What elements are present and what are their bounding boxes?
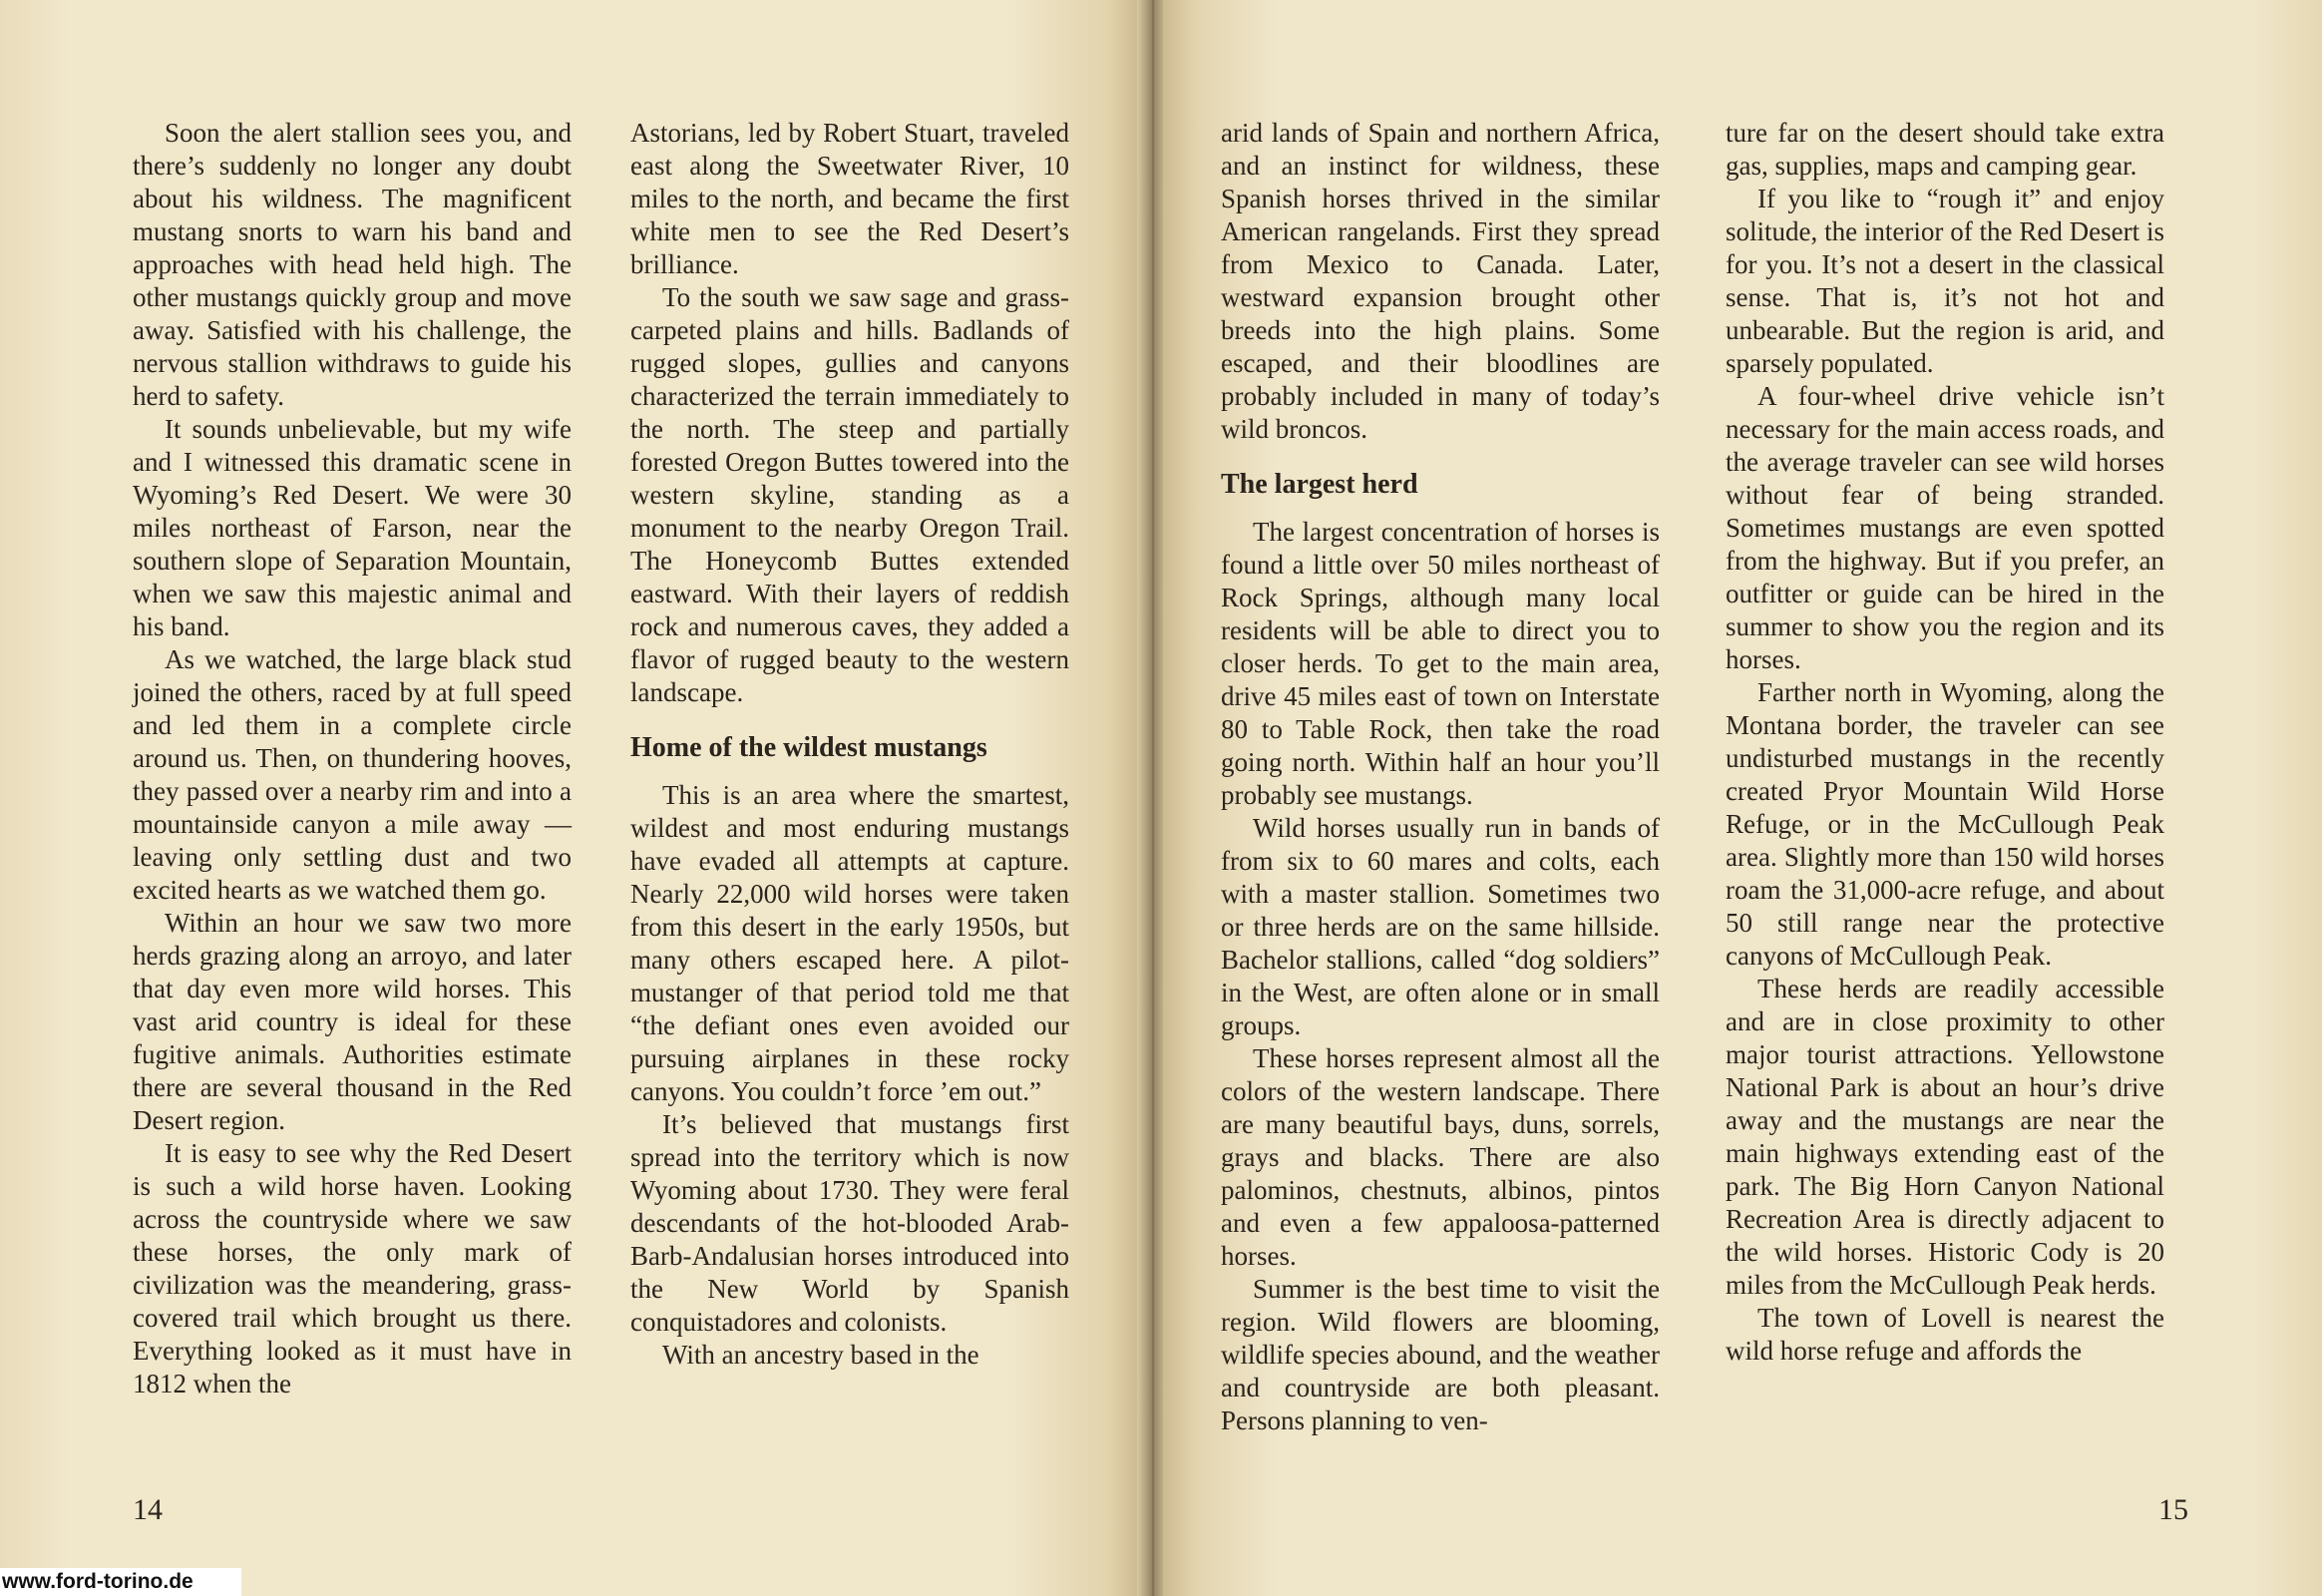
paragraph: If you like to “rough it” and enjoy solitude, the interior of the Red Desert is for you. It’s not a desert in the classical sense. That is, it’s not hot and unbearable. But the region is arid, and sparsely populated. [1726,184,2164,378]
paragraph: arid lands of Spain and northern Africa, and an instinct for wildness, these Spanish horses thrived in the similar American rangelands. First they spread from Mexico to Canada. Later, westward expansion brought other breeds into the high plains. Some escaped, and their bloodlines are probably included in many of today’s wild broncos. [1221,118,1660,444]
paragraph: Wild horses usually run in bands of from six to 60 mares and colts, each with a master stallion. Sometimes two or three herds are on the same hillside. Bachelor stallions, called “dog soldiers” in the West, are often alone or in small groups. [1221,813,1660,1040]
paragraph: It is easy to see why the Red Desert is such a wild horse haven. Looking across the countryside where we saw these horses, the only mark of civilization was the meandering, grass-covered trail which brought us there. Everything looked as it must have in 1812 when the [133,1138,572,1398]
right-page [1163,0,2322,1596]
paragraph: Astorians, led by Robert Stuart, traveled east along the Sweetwater River, 10 miles to the north, and became the first white men to see the Red Desert’s brilliance. [630,118,1069,279]
paragraph: Summer is the best time to visit the region. Wild flowers are blooming, wildlife species abound, and the weather and countryside are both pleasant. Persons planning to ven- [1221,1274,1660,1435]
column-1 [133,117,572,1400]
paragraph: It sounds unbelievable, but my wife and I witnessed this dramatic scene in Wyoming’s Red Desert. We were 30 miles northeast of Farson, near the southern slope of Separation Mountain, when we saw this majestic animal and his band. [133,414,572,641]
paragraph: It’s believed that mustangs first spread into the territory which is now Wyoming about 1730. They were feral descendants of the hot-blooded Arab-Barb-Andalusian horses introduced into the New World by Spanish conquistadores and colonists. [630,1109,1069,1337]
section-heading: The largest herd [1221,469,1418,500]
column-4 [1726,117,2164,1368]
watermark: www.ford-torino.de [0,1568,241,1596]
paragraph: With an ancestry based in the [662,1340,979,1370]
section-heading: Home of the wildest mustangs [630,732,987,763]
paragraph: ture far on the desert should take extra gas, supplies, maps and camping gear. [1726,118,2164,181]
column-3 [1221,117,1660,1437]
paragraph: As we watched, the large black stud joined the others, raced by at full speed and led them in a complete circle around us. Then, on thundering hooves, they passed over a nearby rim and into a mountainside canyon a mile away — leaving only settling dust and two excited hearts as we watched them go. [133,644,572,905]
paragraph: These horses represent almost all the colors of the western landscape. There are many beautiful bays, duns, sorrels, grays and blacks. There are also palominos, chestnuts, albinos, pintos and even a few appaloosa-patterned horses. [1221,1043,1660,1271]
paragraph: The largest concentration of horses is found a little over 50 miles northeast of Rock Springs, although many local residents will be able to direct you to closer herds. To get to the main area, drive 45 miles east of town on Interstate 80 to Table Rock, then take the road going north. Within half an hour you’ll probably see mustangs. [1221,517,1660,810]
paragraph: A four-wheel drive vehicle isn’t necessary for the main access roads, and the average traveler can see wild horses without fear of being stranded. Sometimes mustangs are even spotted from the highway. But if you prefer, an outfitter or guide can be hired in the summer to show you the region and its horses. [1726,381,2164,674]
left-page [0,0,1143,1596]
page-number-left: 14 [133,1493,163,1526]
paragraph: Within an hour we saw two more herds grazing along an arroyo, and later that day even more wild horses. This vast arid country is ideal for these fugitive animals. Authorities estimate there are several thousand in the Red Desert region. [133,908,572,1135]
paragraph: This is an area where the smartest, wildest and most enduring mustangs have evaded all attempts at capture. Nearly 22,000 wild horses were taken from this desert in the early 1950s, but many others escaped here. A pilot-mustanger of that period told me that “the defiant ones even avoided our pursuing airplanes in these rocky canyons. You couldn’t force ’em out.” [630,780,1069,1106]
column-2 [630,117,1069,1372]
paragraph: These herds are readily accessible and are in close proximity to other major tourist attractions. Yellowstone National Park is about an hour’s drive away and the mustangs are near the main highways extending east of the park. The Big Horn Canyon National Recreation Area is directly adjacent to the wild horses. Historic Cody is 20 miles from the McCullough Peak herds. [1726,974,2164,1300]
paragraph: Farther north in Wyoming, along the Montana border, the traveler can see undisturbed mustangs in the recently created Pryor Mountain Wild Horse Refuge, or in the McCullough Peak area. Slightly more than 150 wild horses roam the 31,000-acre refuge, and about 50 still range near the protective canyons of McCullough Peak. [1726,677,2164,971]
paragraph: Soon the alert stallion sees you, and there’s suddenly no longer any doubt about his wildness. The magnificent mustang snorts to warn his band and approaches with head held high. The other mustangs quickly group and move away. Satisfied with his challenge, the nervous stallion withdraws to guide his herd to safety. [133,118,572,411]
paragraph: The town of Lovell is nearest the wild horse refuge and affords the [1726,1303,2164,1366]
page-number-right: 15 [2158,1493,2188,1526]
paragraph: To the south we saw sage and grass-carpeted plains and hills. Badlands of rugged slopes, gullies and canyons characterized the terrain immediately to the north. The steep and partially forested Oregon Buttes towered into the western skyline, standing as a monument to the nearby Oregon Trail. The Honeycomb Buttes extended eastward. With their layers of reddish rock and numerous caves, they added a flavor of rugged beauty to the western landscape. [630,282,1069,707]
